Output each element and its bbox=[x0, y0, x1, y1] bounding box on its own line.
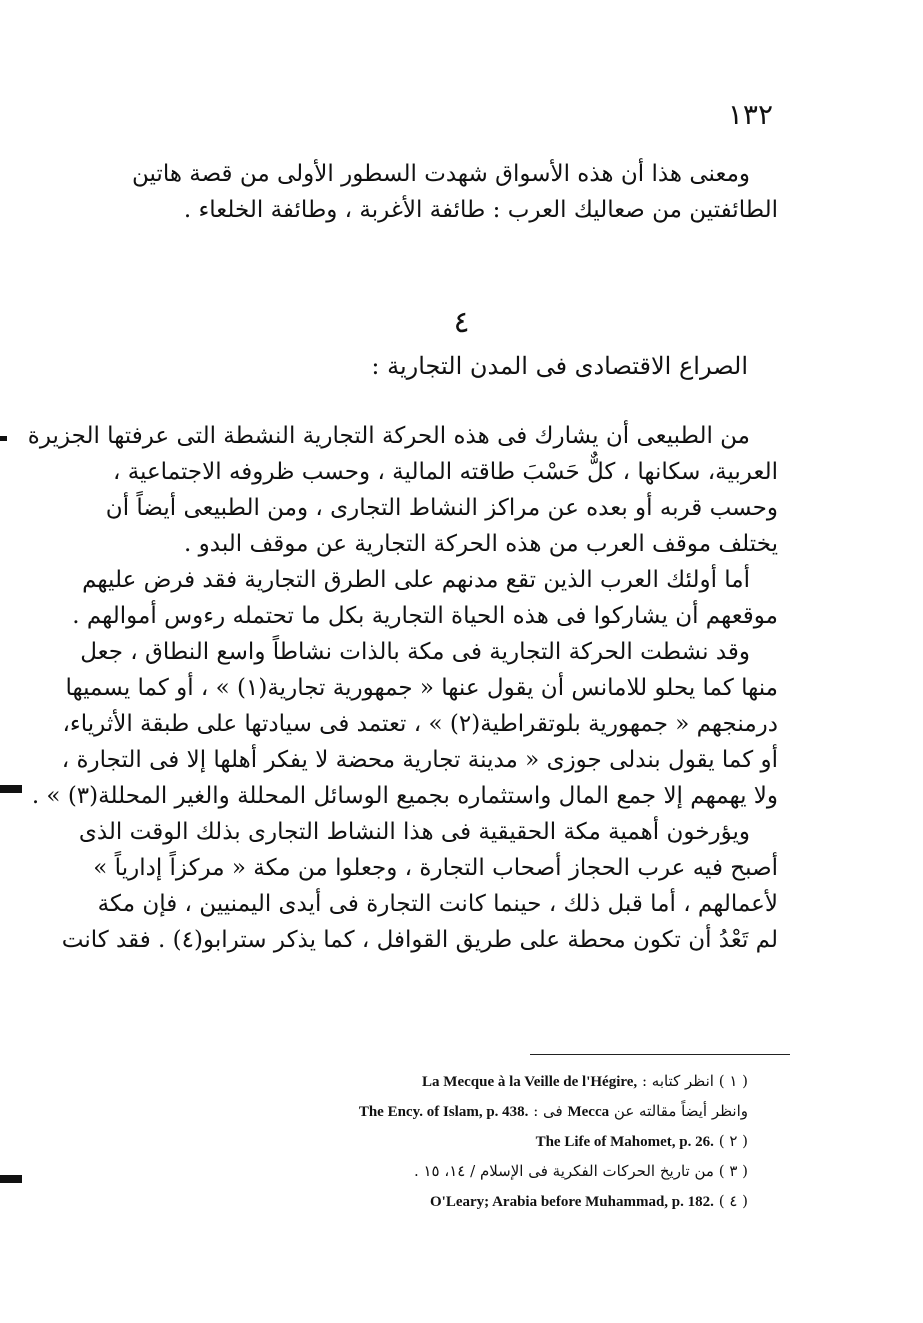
page-number: ١٣٢ bbox=[727, 98, 773, 131]
text-line: لأعمالهم ، أما قبل ذلك ، حينما كانت التجارة فى أيدى اليمنيين ، فإن مكة bbox=[97, 891, 778, 917]
footnote-citation: Mecca bbox=[567, 1104, 610, 1120]
body-text bbox=[27, 418, 778, 958]
footnote-3 bbox=[188, 1156, 748, 1186]
scan-mark bbox=[0, 1175, 22, 1183]
text-line: وحسب قربه أو بعده عن مراكز النشاط التجارى ، ومن الطبيعى أيضاً أن bbox=[105, 495, 778, 521]
intro-paragraph bbox=[131, 156, 778, 228]
footnote-citation: The Life of Mahomet, p. 26. bbox=[535, 1134, 714, 1150]
text-line: وقد نشطت الحركة التجارية فى مكة بالذات نشاطاً واسع النطاق ، جعل bbox=[80, 639, 750, 665]
text-line: العربية، سكانها ، كلٌّ حَسْبَ طاقته المالية ، وحسب ظروفه الاجتماعية ، bbox=[112, 459, 778, 485]
section-number: ٤ bbox=[453, 305, 470, 340]
section-heading: الصراع الاقتصادى فى المدن التجارية : bbox=[371, 352, 748, 380]
text-line: أصبح فيه عرب الحجاز أصحاب التجارة ، وجعلوا من مكة « مركزاً إدارياً » bbox=[93, 855, 778, 881]
scan-mark bbox=[0, 436, 7, 441]
footnotes bbox=[188, 1066, 748, 1216]
footnote-arabic: ( ٣ ) من تاريخ الحركات الفكرية فى الإسلام / ١٤، ١٥ . bbox=[413, 1162, 748, 1180]
text-line: من الطبيعى أن يشارك فى هذه الحركة التجارية النشطة التى عرفتها الجزيرة bbox=[27, 423, 750, 449]
text-line: أو كما يقول بندلى جوزى « مدينة تجارية محضة لا يفكر أهلها إلا فى التجارة ، bbox=[61, 747, 778, 773]
text-line: ولا يهمهم إلا جمع المال واستثماره بجميع الوسائل المحللة والغير المحللة(٣) » . bbox=[31, 783, 778, 809]
footnote-citation: O'Leary; Arabia before Muhammad, p. 182. bbox=[430, 1194, 714, 1210]
footnote-divider bbox=[530, 1054, 790, 1055]
footnote-arabic: ( ١ ) انظر كتابه : bbox=[641, 1072, 748, 1090]
text-line: درمنجهم « جمهورية بلوتقراطية(٢) » ، تعتمد فى سيادتها على طبقة الأثرياء، bbox=[62, 711, 778, 737]
footnote-arabic: وانظر أيضاً مقالته عن bbox=[613, 1102, 748, 1120]
footnote-arabic: ( ٢ ) bbox=[718, 1132, 748, 1150]
footnote-arabic: فى : bbox=[533, 1102, 563, 1120]
text-line: يختلف موقف العرب من هذه الحركة التجارية عن موقف البدو . bbox=[184, 531, 778, 557]
scan-mark bbox=[0, 785, 22, 793]
text-line: منها كما يحلو للامانس أن يقول عنها « جمهورية تجارية(١) » ، أو كما يسميها bbox=[65, 675, 778, 701]
footnote-arabic: ( ٤ ) bbox=[718, 1192, 748, 1210]
text-line: ويؤرخون أهمية مكة الحقيقية فى هذا النشاط التجارى بذلك الوقت الذى bbox=[78, 819, 750, 845]
footnote-1-continued bbox=[188, 1096, 748, 1126]
footnote-citation: La Mecque à la Veille de l'Hégire, bbox=[422, 1074, 638, 1090]
footnote-2 bbox=[188, 1126, 748, 1156]
text-line: ومعنى هذا أن هذه الأسواق شهدت السطور الأولى من قصة هاتين bbox=[131, 161, 750, 187]
text-line: أما أولئك العرب الذين تقع مدنهم على الطرق التجارية فقد فرض عليهم bbox=[82, 567, 750, 593]
footnote-1 bbox=[188, 1066, 748, 1096]
text-line: الطائفتين من صعاليك العرب : طائفة الأغربة ، وطائفة الخلعاء . bbox=[183, 197, 778, 223]
text-line: موقعهم أن يشاركوا فى هذه الحياة التجارية بكل ما تحتمله رءوس أموالهم . bbox=[72, 603, 778, 629]
text-line: لم تَعْدُ أن تكون محطة على طريق القوافل ، كما يذكر سترابو(٤) . فقد كانت bbox=[61, 927, 778, 953]
footnote-citation: The Ency. of Islam, p. 438. bbox=[358, 1104, 529, 1120]
footnote-4 bbox=[188, 1186, 748, 1216]
